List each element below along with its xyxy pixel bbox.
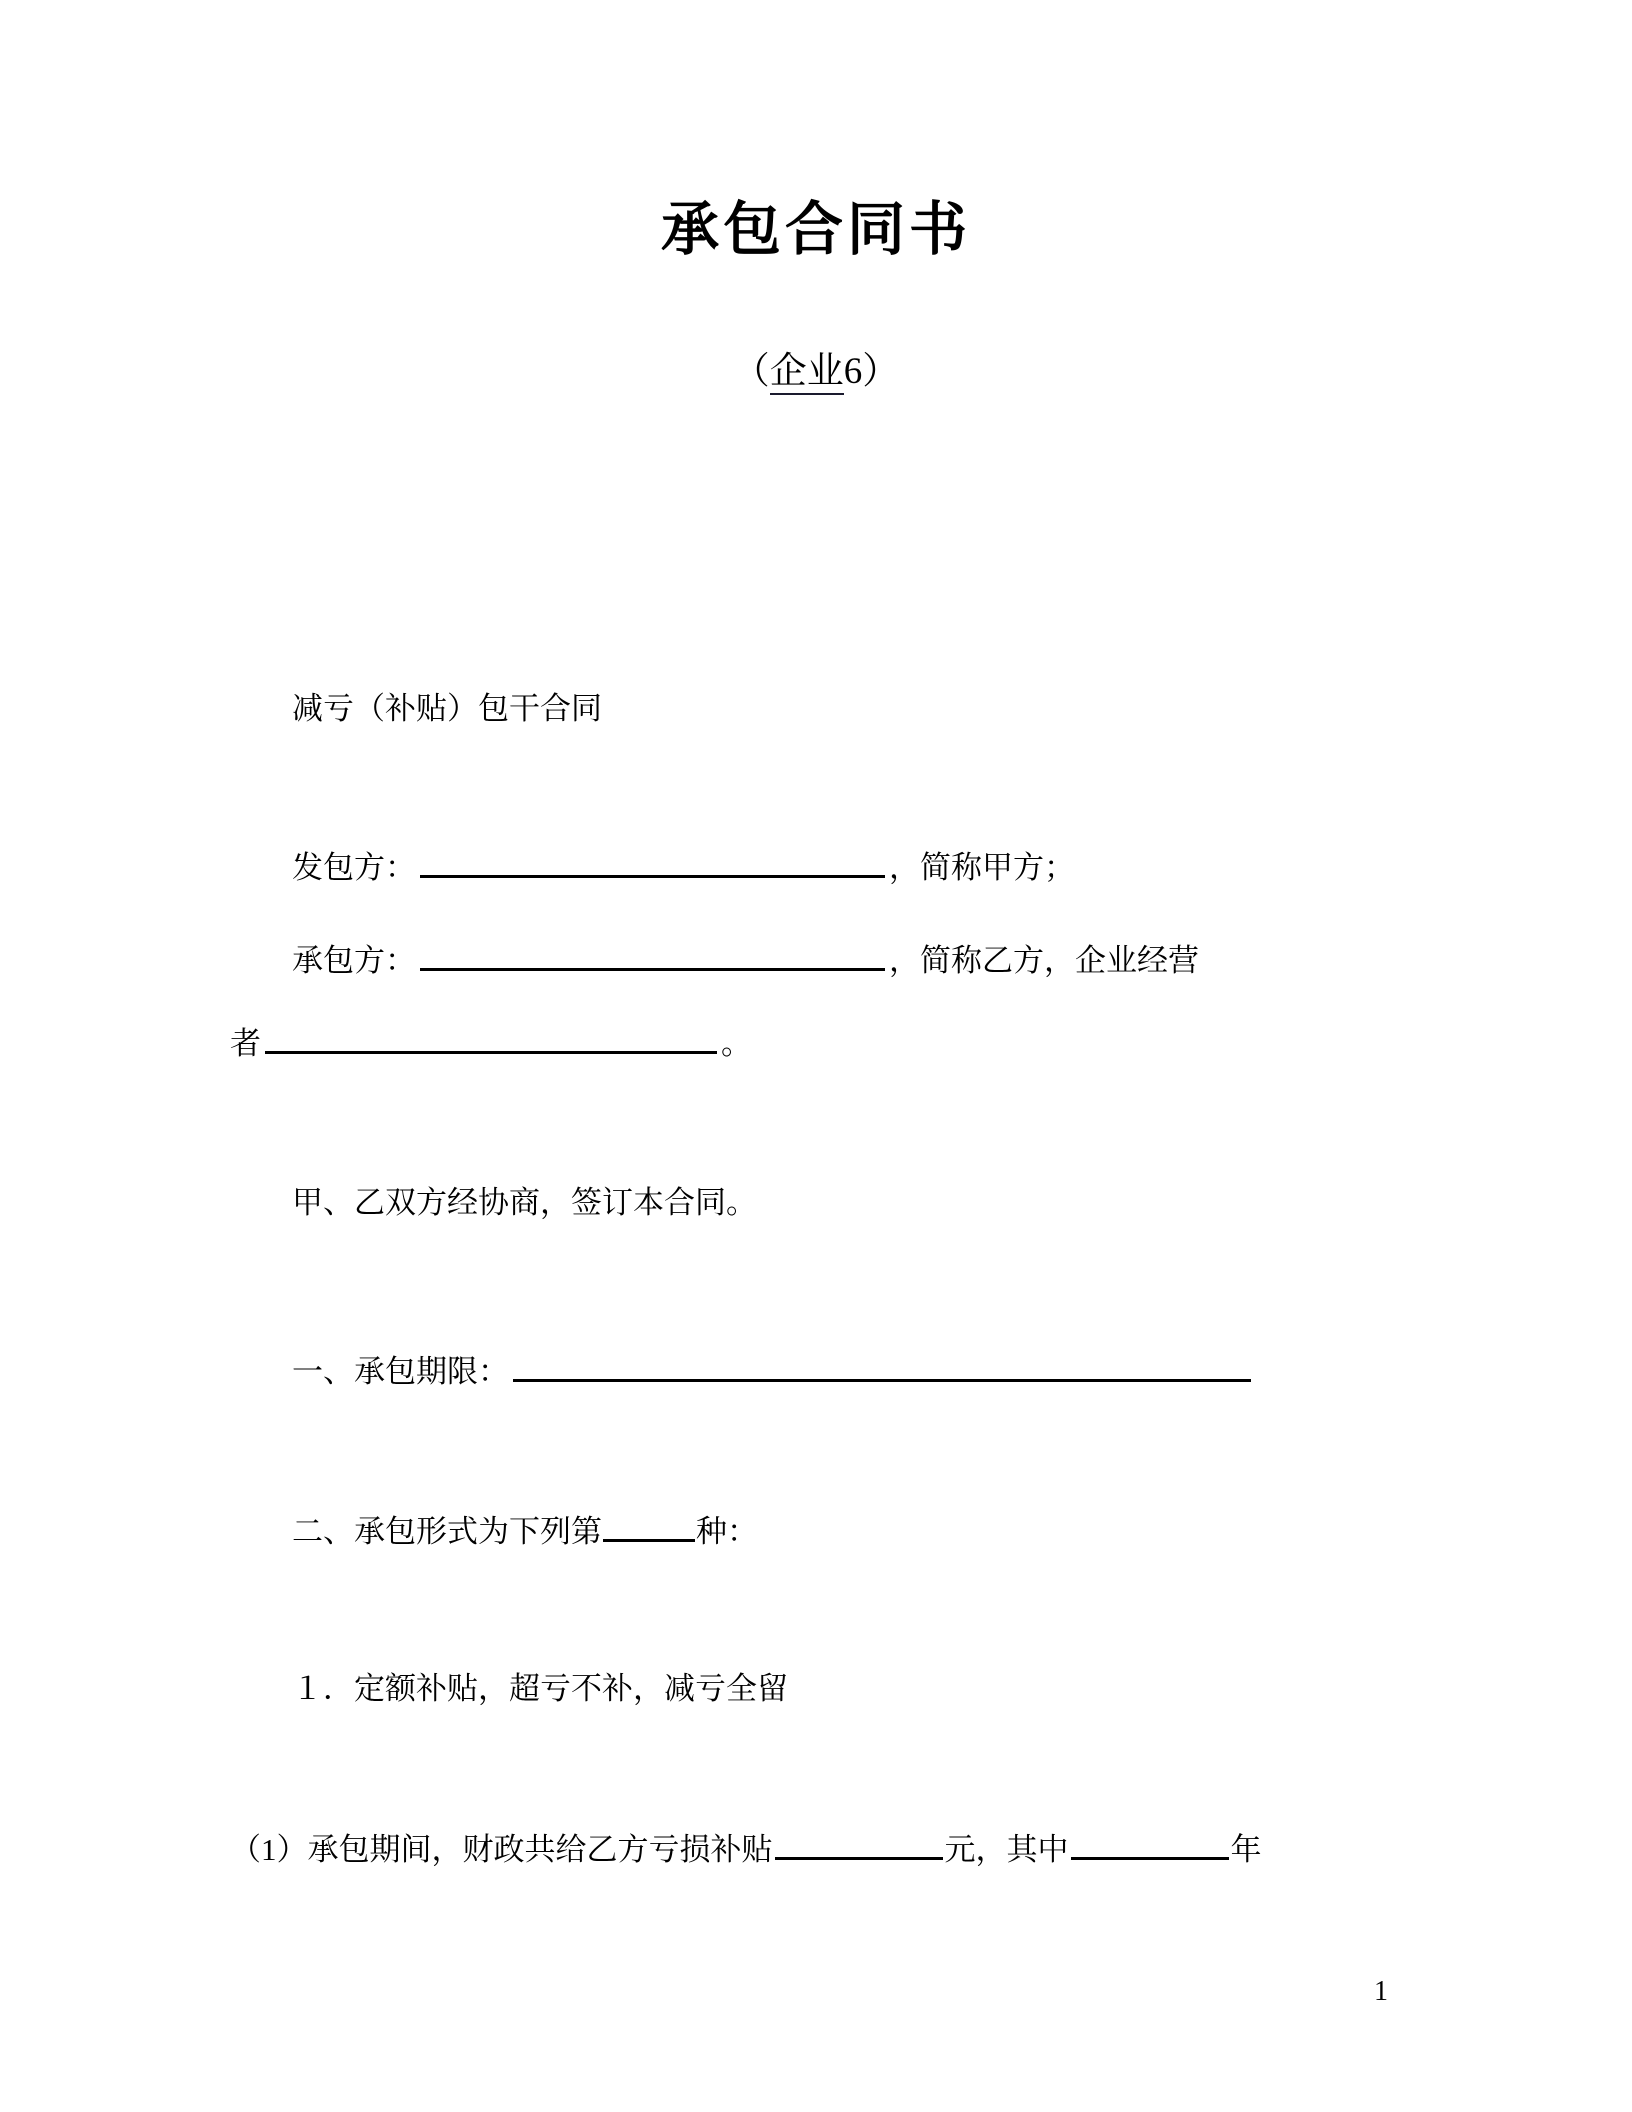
subsidy-amount-blank: [775, 1830, 943, 1860]
term-line: [230, 1352, 1432, 1392]
party-a-label: 发包方：: [292, 850, 416, 885]
option1-item1-middle: 元，其中: [944, 1832, 1069, 1867]
form-blank: [603, 1512, 695, 1542]
subject-line: 减亏（补贴）包干合同: [292, 691, 602, 726]
operator-label: 者: [230, 1026, 261, 1061]
option1-item1-prefix: （1）承包期间，财政共给乙方亏损补贴: [230, 1832, 773, 1867]
term-label: 一、承包期限：: [292, 1354, 509, 1389]
document-title: 承包合同书: [660, 197, 971, 262]
option1-item1-line: [230, 1830, 1432, 1870]
subtitle-close: 6）: [843, 351, 900, 392]
option1-item1-suffix: 年: [1230, 1832, 1262, 1867]
document-subtitle: [0, 340, 1632, 394]
subtitle-open-paren: （: [732, 351, 770, 392]
party-b-continued-line: [230, 1024, 1432, 1064]
subtitle-underlined-text: 企业: [770, 351, 844, 395]
form-label: 二、承包形式为下列第: [292, 1514, 602, 1549]
agreement-line: 甲、乙双方经协商，签订本合同。: [292, 1185, 757, 1220]
subsidy-year-blank: [1071, 1830, 1229, 1860]
term-blank: [513, 1352, 1251, 1382]
party-a-suffix: ，简称甲方；: [889, 850, 1075, 885]
party-a-line: [230, 848, 1432, 888]
form-line: [230, 1512, 1432, 1552]
party-b-suffix: ，简称乙方，企业经营: [889, 943, 1199, 978]
operator-blank: [265, 1024, 717, 1054]
option1-heading: １．定额补贴，超亏不补，减亏全留: [292, 1671, 788, 1706]
operator-suffix: 。: [721, 1026, 752, 1061]
party-a-blank: [420, 848, 885, 878]
form-suffix: 种：: [696, 1514, 758, 1549]
party-b-line: [230, 941, 1432, 981]
party-b-blank: [420, 941, 885, 971]
party-b-label: 承包方：: [292, 943, 416, 978]
page-number: 1: [1374, 1976, 1388, 2007]
